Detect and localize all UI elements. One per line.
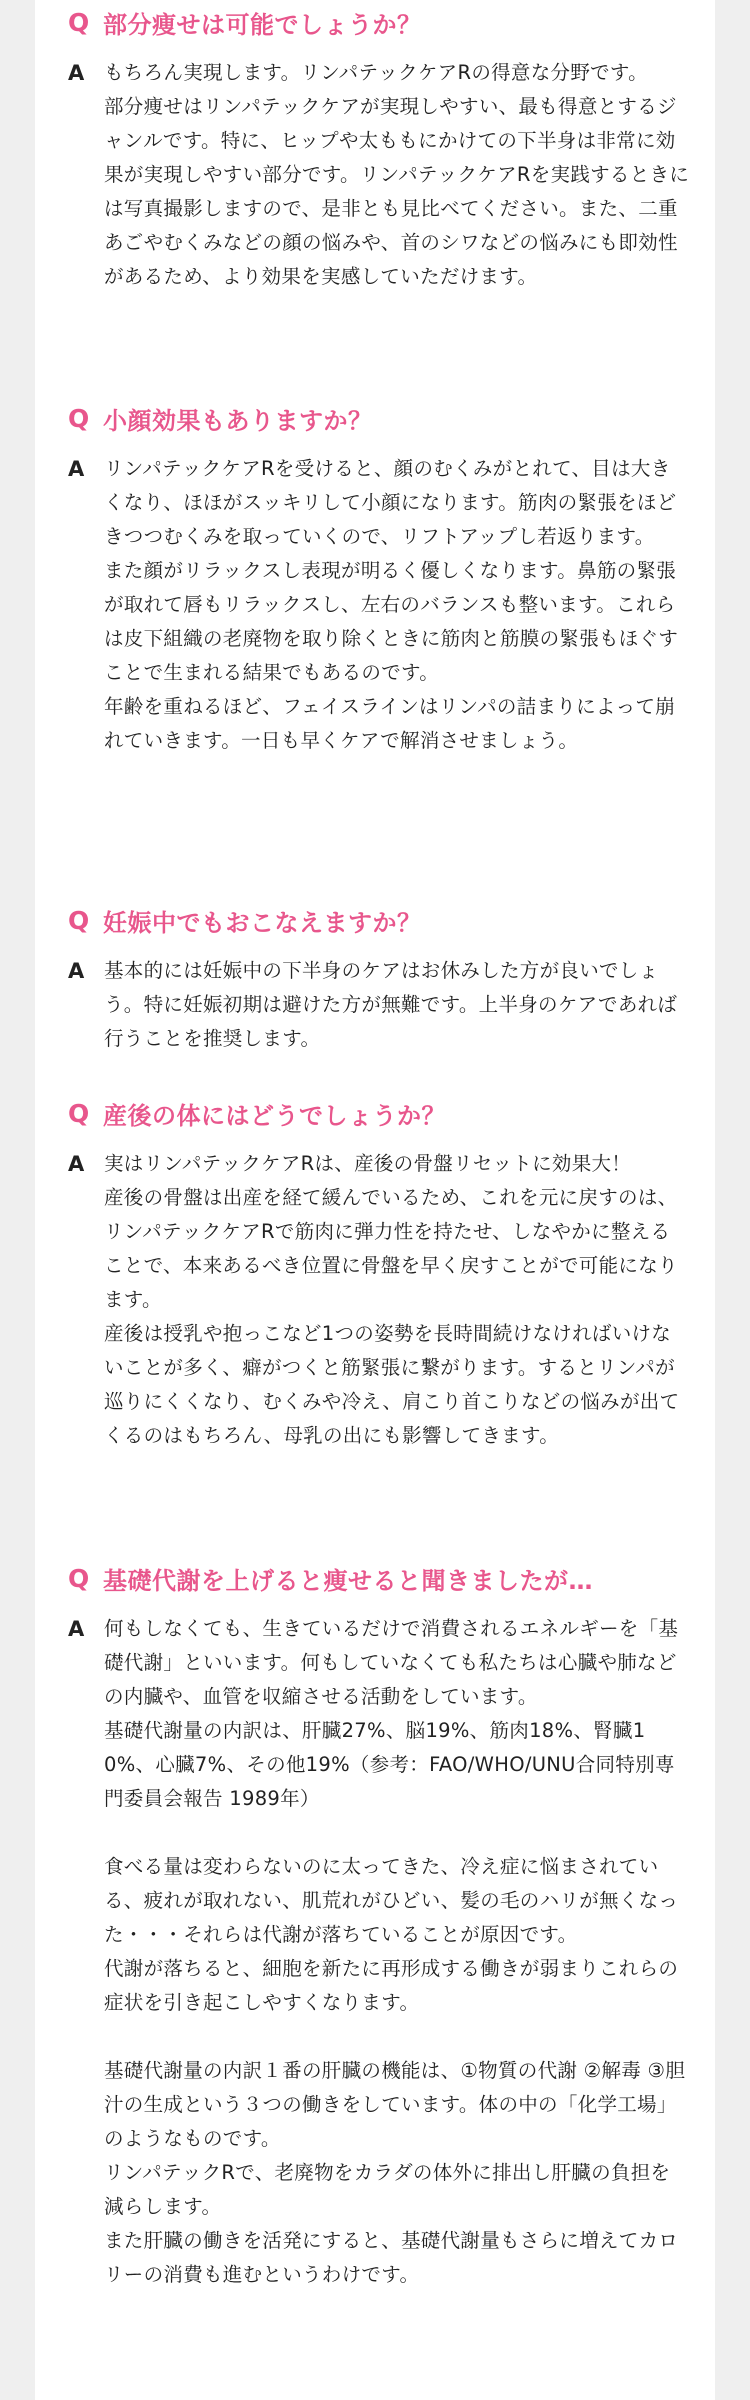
answer-paragraph: 何もしなくても、生きているだけで消費されるエネルギーを「基礎代謝」といいます。何もしていなくても私たちは心臓や肺などの内臓や、血管を収縮させる活動をしています。 xyxy=(104,1617,679,1708)
answer-paragraph: もちろん実現します。リンパテックケアRの得意な分野です。 xyxy=(104,61,648,84)
question-row xyxy=(68,398,708,438)
answer-paragraph: 産後は授乳や抱っこなど1つの姿勢を長時間続けなければいけないことが多く、癖がつくと筋緊張に繋がります。するとリンパが巡りにくくなり、むくみや冷え、肩こり首こりなどの悩みが出てくるのはもちろん、母乳の出にも影響してきます。 xyxy=(104,1322,680,1447)
question-text: 小顔効果もありますか？ xyxy=(103,406,373,435)
question-text: 基礎代謝を上げると痩せると聞きましたが… xyxy=(103,1566,593,1595)
question-row xyxy=(68,900,708,940)
answer-mark: A xyxy=(68,959,85,983)
answer-paragraph: 代謝が落ちると、細胞を新たに再形成する働きが弱まりこれらの症状を引き起こしやすくなります。 xyxy=(104,1957,679,2014)
answer-paragraph: 基礎代謝量の内訳は、肝臓27%、脳19%、筋肉18%、腎臓10%、心臓7%、その他19%（参考：FAO/WHO/UNU合同特別専門委員会報告 1989年） xyxy=(104,1719,675,1810)
faq-item xyxy=(68,2,708,294)
answer-paragraph: 実はリンパテックケアRは、産後の骨盤リセットに効果大！ xyxy=(104,1152,632,1175)
answer-paragraph: リンパテックRで、老廃物をカラダの体外に排出し肝臓の負担を減らします。 xyxy=(104,2161,671,2218)
answer-row xyxy=(68,1147,708,1453)
answer-row xyxy=(68,1612,708,2292)
question-mark: Q xyxy=(68,403,90,433)
faq-item xyxy=(68,900,708,1056)
answer-row xyxy=(68,954,708,1056)
faq-page xyxy=(35,0,715,2400)
question-text: 妊娠中でもおこなえますか？ xyxy=(103,908,422,937)
answer-paragraph: 部分痩せはリンパテックケアが実現しやすい、最も得意とするジャンルです。特に、ヒップや太ももにかけての下半身は非常に効果が実現しやすい部分です。リンパテックケアRを実践するときには写真撮影しますので、是非とも見比べてください。また、二重あごやむくみなどの顔の悩みや、首のシワなどの悩みにも即効性があるため、より効果を実感していただけます。 xyxy=(104,95,690,288)
question-mark: Q xyxy=(68,905,90,935)
answer-text xyxy=(104,954,690,1056)
answer-paragraph: リンパテックケアRを受けると、顔のむくみがとれて、目は大きくなり、ほほがスッキリして小顔になります。筋肉の緊張をほどきつつむくみを取っていくので、リフトアップし若返ります。 xyxy=(104,457,677,548)
answer-text xyxy=(104,452,690,758)
answer-text xyxy=(104,1147,690,1453)
answer-paragraph: 基本的には妊娠中の下半身のケアはお休みした方が良いでしょう。特に妊娠初期は避けた方が無難です。上半身のケアであれば行うことを推奨します。 xyxy=(104,959,678,1050)
question-mark: Q xyxy=(68,7,90,37)
answer-paragraph: また肝臓の働きを活発にすると、基礎代謝量もさらに増えてカロリーの消費も進むというわけです。 xyxy=(104,2229,679,2286)
answer-paragraph: 産後の骨盤は出産を経て緩んでいるため、これを元に戻すのは、リンパテックケアRで筋肉に弾力性を持たせ、しなやかに整えることで、本来あるべき位置に骨盤を早く戻すことがで可能になります。 xyxy=(104,1186,678,1311)
question-text: 部分痩せは可能でしょうか？ xyxy=(103,10,422,39)
question-text: 産後の体にはどうでしょうか？ xyxy=(103,1101,446,1130)
answer-paragraph: 食べる量は変わらないのに太ってきた、冷え症に悩まされている、疲れが取れない、肌荒れがひどい、髪の毛のハリが無くなった・・・それらは代謝が落ちていることが原因です。 xyxy=(104,1855,679,1946)
question-row xyxy=(68,1093,708,1133)
faq-item xyxy=(68,1093,708,1453)
answer-row xyxy=(68,56,708,294)
blank-line xyxy=(104,1816,690,1850)
answer-text xyxy=(104,56,690,294)
answer-mark: A xyxy=(68,1152,85,1176)
blank-line xyxy=(104,2020,690,2054)
faq-item xyxy=(68,1558,708,2292)
answer-mark: A xyxy=(68,457,85,481)
answer-mark: A xyxy=(68,61,85,85)
question-row xyxy=(68,1558,708,1598)
question-row xyxy=(68,2,708,42)
question-mark: Q xyxy=(68,1098,90,1128)
answer-paragraph: 基礎代謝量の内訳１番の肝臓の機能は、①物質の代謝 ②解毒 ③胆汁の生成という３つの働きをしています。体の中の「化学工場」のようなものです。 xyxy=(104,2059,686,2150)
question-mark: Q xyxy=(68,1563,90,1593)
answer-row xyxy=(68,452,708,758)
answer-paragraph: 年齢を重ねるほど、フェイスラインはリンパの詰まりによって崩れていきます。一日も早くケアで解消させましょう。 xyxy=(104,695,676,752)
answer-text xyxy=(104,1612,690,2292)
answer-mark: A xyxy=(68,1617,85,1641)
faq-item xyxy=(68,398,708,758)
answer-paragraph: また顔がリラックスし表現が明るく優しくなります。鼻筋の緊張が取れて唇もリラックスし、左右のバランスも整います。これらは皮下組織の老廃物を取り除くときに筋肉と筋膜の緊張もほぐすことで生まれる結果でもあるのです。 xyxy=(104,559,679,684)
